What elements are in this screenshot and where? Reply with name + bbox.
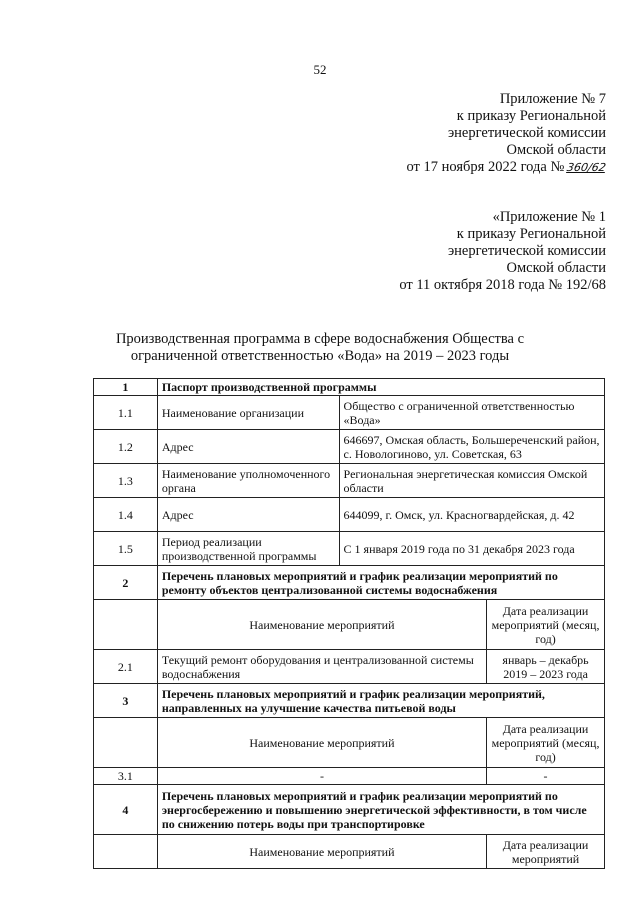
table-row bbox=[94, 768, 605, 785]
row-number: 2.1 bbox=[94, 650, 158, 684]
row-number: 1.1 bbox=[94, 396, 158, 430]
section-4-column-headers bbox=[94, 835, 605, 869]
appendix-current-line: Приложение № 7 bbox=[499, 91, 606, 107]
row-name: - bbox=[157, 768, 486, 785]
row-label: Наименование организации bbox=[157, 396, 339, 430]
row-value: Общество с ограниченной ответственностью «Вода» bbox=[339, 396, 604, 430]
section-2-title: Перечень плановых мероприятий и график реализации мероприятий по ремонту объектов централизованной системы водоснабжения bbox=[157, 566, 604, 600]
section-1-header bbox=[94, 379, 605, 396]
table-row bbox=[94, 650, 605, 684]
column-header-date: Дата реализации мероприятий (месяц, год) bbox=[487, 600, 605, 650]
row-date: январь – декабрь 2019 – 2023 года bbox=[487, 650, 605, 684]
row-number: 1.4 bbox=[94, 498, 158, 532]
appendix-current-line: к приказу Региональной bbox=[456, 108, 606, 124]
handwritten-order-number: 360/62 bbox=[566, 161, 608, 174]
row-value: 644099, г. Омск, ул. Красногвардейская, д. 42 bbox=[339, 498, 604, 532]
row-value: С 1 января 2019 года по 31 декабря 2023 года bbox=[339, 532, 604, 566]
column-header-date: Дата реализации мероприятий bbox=[487, 835, 605, 869]
column-header-name: Наименование мероприятий bbox=[157, 718, 486, 768]
appendix-current-date-text: от 17 ноября 2022 года № bbox=[406, 159, 565, 175]
appendix-original-line: энергетической комиссии bbox=[447, 243, 606, 259]
section-3-header bbox=[94, 684, 605, 718]
empty-cell bbox=[94, 718, 158, 768]
section-4-header bbox=[94, 785, 605, 835]
section-1-title: Паспорт производственной программы bbox=[157, 379, 604, 396]
appendix-current-line: Омской области bbox=[506, 142, 606, 158]
appendix-original-line: к приказу Региональной bbox=[456, 226, 606, 242]
row-label: Наименование уполномоченного органа bbox=[157, 464, 339, 498]
appendix-current bbox=[407, 91, 607, 176]
table-row bbox=[94, 396, 605, 430]
row-number: 3.1 bbox=[94, 768, 158, 785]
appendix-original-line: Омской области bbox=[506, 260, 606, 276]
section-3-title: Перечень плановых мероприятий и график реализации мероприятий, направленных на улучшение качества питьевой воды bbox=[157, 684, 604, 718]
table-row bbox=[94, 430, 605, 464]
empty-cell bbox=[94, 835, 158, 869]
appendix-original-line: «Приложение № 1 bbox=[492, 209, 606, 225]
column-header-date: Дата реализации мероприятий (месяц, год) bbox=[487, 718, 605, 768]
section-2-column-headers bbox=[94, 600, 605, 650]
section-2-number: 2 bbox=[94, 566, 158, 600]
section-3-number: 3 bbox=[94, 684, 158, 718]
document-title bbox=[0, 331, 640, 365]
document-title-line: ограниченной ответственностью «Вода» на 2019 – 2023 годы bbox=[130, 348, 510, 364]
table-row bbox=[94, 464, 605, 498]
table-row bbox=[94, 532, 605, 566]
row-label: Период реализации производственной программы bbox=[157, 532, 339, 566]
section-3-column-headers bbox=[94, 718, 605, 768]
empty-cell bbox=[94, 600, 158, 650]
row-value: 646697, Омская область, Большереченский район, с. Новологиново, ул. Советская, 63 bbox=[339, 430, 604, 464]
table-row bbox=[94, 498, 605, 532]
section-1-number: 1 bbox=[94, 379, 158, 396]
row-number: 1.2 bbox=[94, 430, 158, 464]
appendix-current-line: энергетической комиссии bbox=[447, 125, 606, 141]
appendix-current-date bbox=[407, 159, 607, 176]
row-date: - bbox=[487, 768, 605, 785]
row-value: Региональная энергетическая комиссия Омской области bbox=[339, 464, 604, 498]
page-number: 52 bbox=[313, 62, 327, 77]
row-number: 1.3 bbox=[94, 464, 158, 498]
column-header-name: Наименование мероприятий bbox=[157, 600, 486, 650]
column-header-name: Наименование мероприятий bbox=[157, 835, 486, 869]
appendix-original-line: от 11 октября 2018 года № 192/68 bbox=[399, 277, 606, 293]
row-label: Адрес bbox=[157, 498, 339, 532]
document-title-line: Производственная программа в сфере водоснабжения Общества с bbox=[115, 331, 525, 347]
row-label: Адрес bbox=[157, 430, 339, 464]
section-2-header bbox=[94, 566, 605, 600]
section-4-title: Перечень плановых мероприятий и график реализации мероприятий по энергосбережению и повышению энергетической эффективности, в том числе по снижению потерь воды при транспортировке bbox=[157, 785, 604, 835]
section-4-number: 4 bbox=[94, 785, 158, 835]
row-name: Текущий ремонт оборудования и централизованной системы водоснабжения bbox=[157, 650, 486, 684]
appendix-original bbox=[399, 209, 606, 294]
program-table bbox=[93, 378, 605, 869]
row-number: 1.5 bbox=[94, 532, 158, 566]
